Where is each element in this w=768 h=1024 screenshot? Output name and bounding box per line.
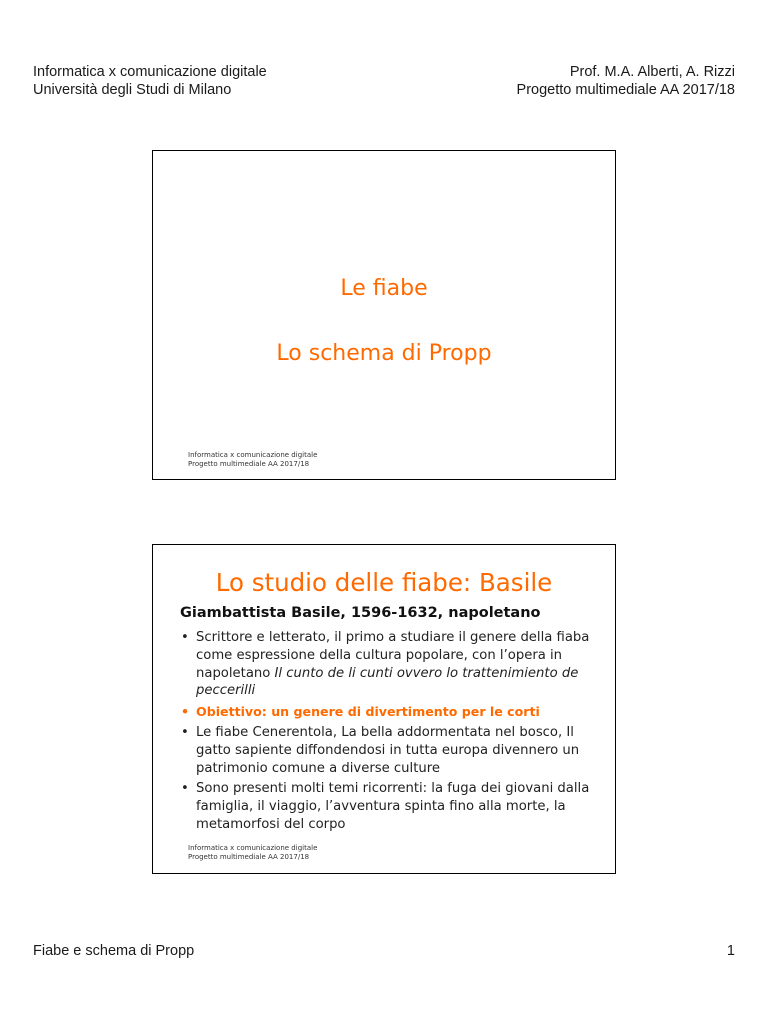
page-header-left (33, 63, 267, 99)
slide-1-subtitle: Lo schema di Propp (276, 341, 492, 366)
page-header-right (517, 63, 735, 99)
page-number: 1 (726, 943, 735, 959)
bullet-1-italic-title: Il cunto de li cunti ovvero lo trattenimiento de peccerilli (196, 665, 579, 699)
slide-2-bullet-list (180, 629, 597, 837)
slide-1 (152, 150, 616, 480)
bullet-item: • Sono presenti molti temi ricorrenti: la fuga dei giovani dalla famiglia, il viaggio, l’avventura spinta fino alla morte, la metamorfosi del corpo (180, 780, 597, 833)
slide-1-footer-line2: Progetto multimediale AA 2017/18 (188, 459, 310, 468)
slide-1-footer (188, 451, 317, 468)
slide-2-title: Lo studio delle fiabe: Basile (215, 568, 553, 597)
slide-2 (152, 544, 616, 874)
slide-2-footer-line2: Progetto multimediale AA 2017/18 (188, 852, 310, 861)
university-name: Università degli Studi di Milano (33, 82, 232, 98)
bullet-item: • Le fiabe Cenerentola, La bella addormentata nel bosco, Il gatto sapiente diffondendosi in tutta europa divennero un patrimonio comune a diverse culture (180, 724, 597, 777)
professors: Prof. M.A. Alberti, A. Rizzi (569, 64, 735, 80)
slide-2-subtitle: Giambattista Basile, 1596-1632, napoletano (180, 605, 541, 621)
page-footer-title: Fiabe e schema di Propp (33, 943, 195, 959)
slide-2-footer-line1: Informatica x comunicazione digitale (188, 844, 318, 852)
slide-1-footer-line1: Informatica x comunicazione digitale (188, 451, 318, 459)
bullet-item-highlight: • Obiettivo: un genere di divertimento per le corti (180, 703, 597, 721)
bullet-1-text: Scrittore e letterato, il primo a studiare il genere della fiaba come espressione della cultura popolare, con l’opera in napoletano (196, 630, 590, 681)
project-year: Progetto multimediale AA 2017/18 (516, 82, 735, 98)
course-name: Informatica x comunicazione digitale (33, 64, 267, 80)
bullet-item (180, 629, 597, 700)
slide-2-footer (188, 844, 317, 861)
slide-1-title: Le fiabe (340, 276, 428, 301)
